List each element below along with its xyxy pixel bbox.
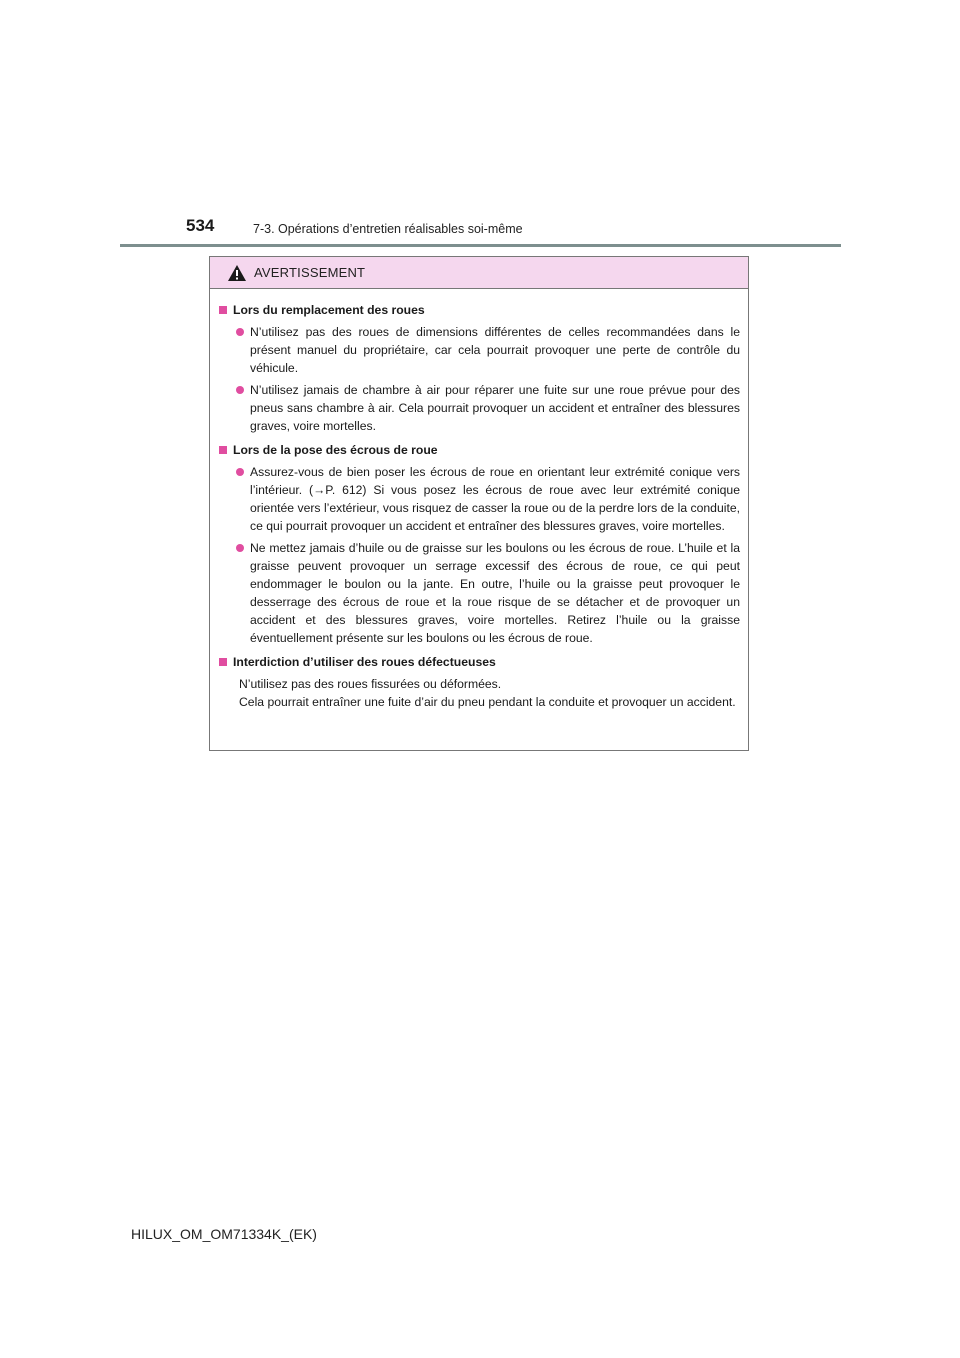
bullet-item: Ne mettez jamais d’huile ou de graisse sur les boulons ou les écrous de roue. L’huile et la graisse peuvent provoquer un serrage excessif des écrous de roue, ce qui peut endommager le boulon ou la jante. En outre, l’huile ou la graisse peut provoquer le desserrage des écrous de roue et la roue risque de se détacher et de provoquer un accident et des blessures graves, voire mortelles. Retirez l’huile ou la graisse éventuellement présente sur les boulons ou les écrous de roue. <box>236 539 740 647</box>
paragraph: N’utilisez pas des roues fissurées ou déformées. <box>239 677 502 691</box>
header-rule <box>120 244 841 247</box>
square-bullet-icon <box>219 658 227 666</box>
warning-triangle-icon <box>227 264 247 282</box>
warning-body <box>210 289 748 711</box>
circle-bullet-icon <box>236 544 244 552</box>
square-bullet-icon <box>219 306 227 314</box>
square-bullet-icon <box>219 446 227 454</box>
circle-bullet-icon <box>236 328 244 336</box>
circle-bullet-icon <box>236 468 244 476</box>
bullet-item: N’utilisez jamais de chambre à air pour réparer une fuite sur une roue prévue pour des pneus sans chambre à air. Cela pourrait provoquer un accident et entraîner des blessures graves, voire mortelles. <box>236 381 740 435</box>
section-title: 7-3. Opérations d’entretien réalisables soi-même <box>253 222 523 236</box>
section-heading: Lors de la pose des écrous de roue <box>219 441 740 459</box>
warning-section <box>219 653 740 711</box>
warning-title: AVERTISSEMENT <box>254 265 366 280</box>
warning-header <box>210 257 748 289</box>
paragraph: Cela pourrait entraîner une fuite d’air du pneu pendant la conduite et provoquer un accident. <box>239 695 736 709</box>
bullet-item: N’utilisez pas des roues de dimensions différentes de celles recommandées dans le présent manuel du propriétaire, car cela pourrait provoquer une perte de contrôle du véhicule. <box>236 323 740 377</box>
circle-bullet-icon <box>236 386 244 394</box>
warning-section <box>219 441 740 647</box>
section-heading: Lors du remplacement des roues <box>219 301 740 319</box>
section-heading: Interdiction d’utiliser des roues défectueuses <box>219 653 740 671</box>
bullet-item: Assurez-vous de bien poser les écrous de roue en orientant leur extrémité conique vers l’intérieur. (→P. 612) Si vous posez les écrous de roue avec leur extrémité conique orientée vers l’extérieur, vous risquez de casser la roue ou de la perdre lors de la conduite, ce qui pourrait provoquer un accident et entraîner des blessures graves, voire mortelles. <box>236 463 740 535</box>
warning-box <box>209 256 749 751</box>
warning-section <box>219 301 740 435</box>
page-number: 534 <box>186 216 215 235</box>
document-code: HILUX_OM_OM71334K_(EK) <box>131 1226 317 1242</box>
